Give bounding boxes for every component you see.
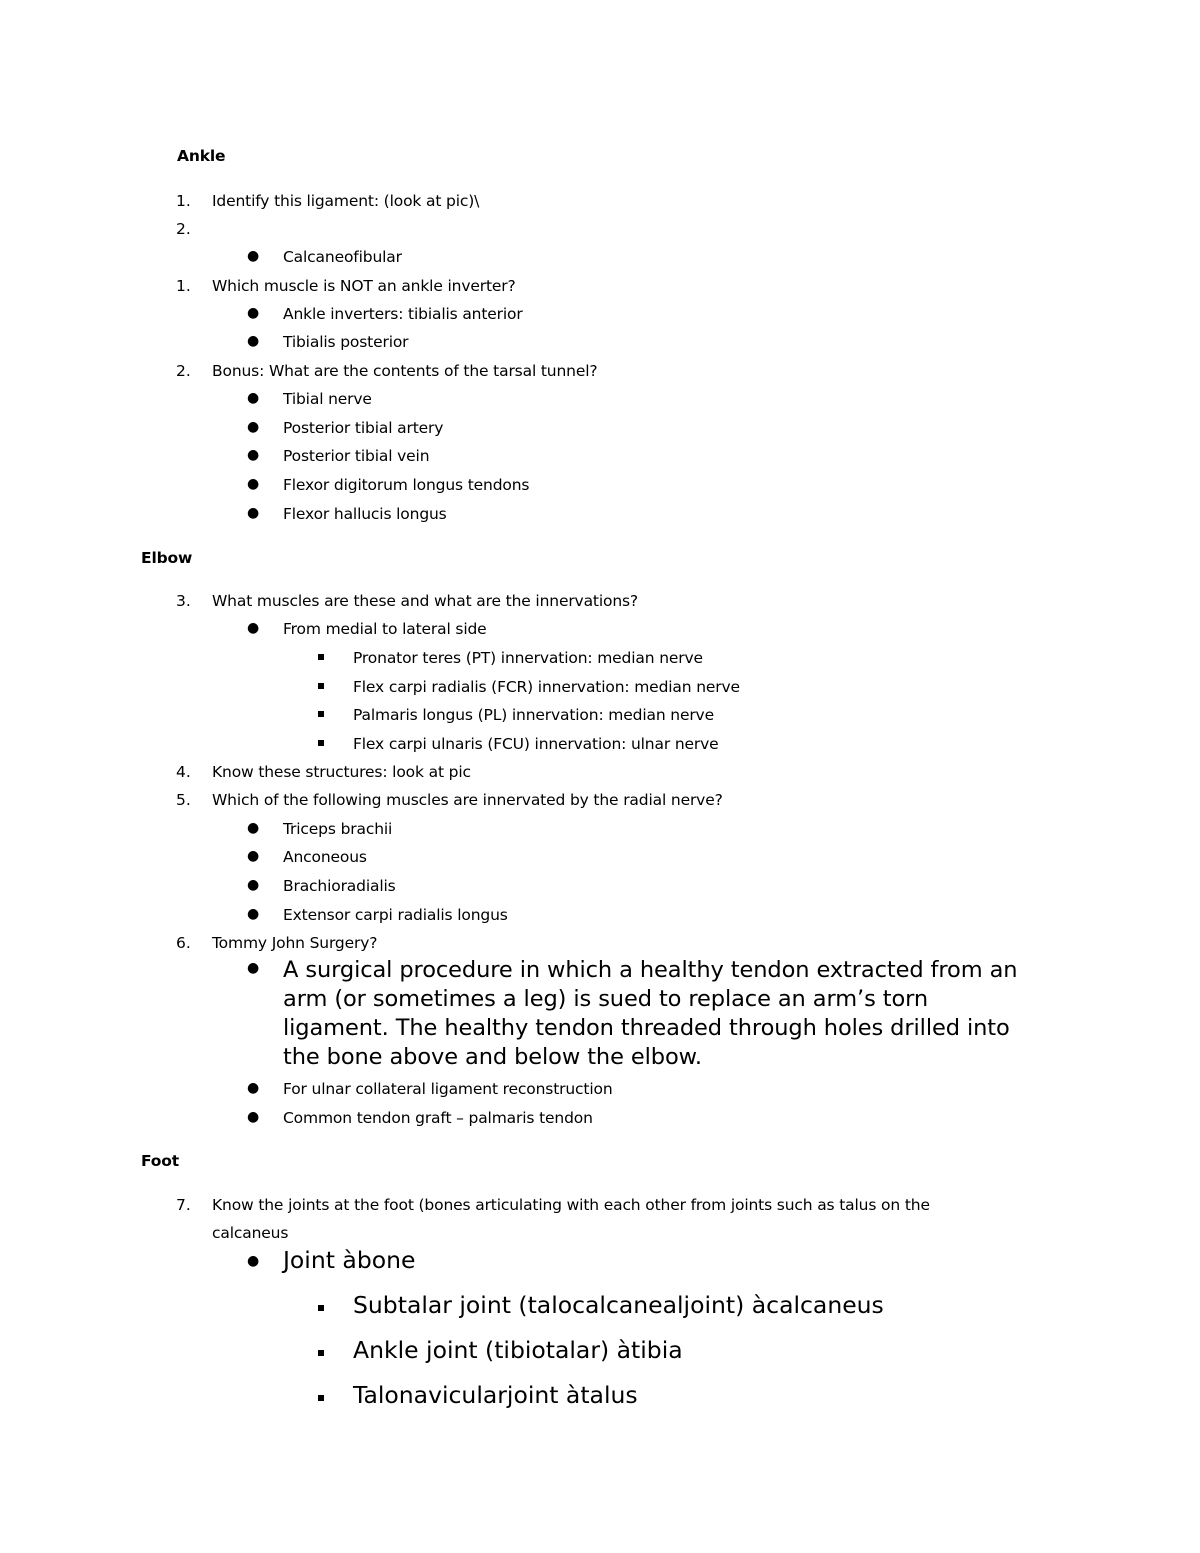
joint-item: Talonavicularjoint àtalus bbox=[353, 1381, 638, 1409]
list-item: Flex carpi ulnaris (FCU) innervation: ulnar nerve bbox=[353, 735, 719, 753]
question-radial-nerve: Which of the following muscles are innervated by the radial nerve? bbox=[212, 791, 723, 809]
bullet-icon: ● bbox=[247, 505, 260, 521]
question-know-structures: Know these structures: look at pic bbox=[212, 763, 471, 781]
section-heading-foot: Foot bbox=[141, 1152, 180, 1170]
list-number: 4. bbox=[176, 763, 191, 781]
question-tarsal-tunnel: Bonus: What are the contents of the tarsal tunnel? bbox=[212, 362, 598, 380]
list-item: Common tendon graft – palmaris tendon bbox=[283, 1109, 593, 1127]
list-item: Palmaris longus (PL) innervation: median nerve bbox=[353, 706, 714, 724]
bullet-icon: ● bbox=[247, 620, 260, 636]
joint-bone-header: Joint àbone bbox=[283, 1246, 416, 1274]
square-bullet-icon bbox=[318, 1395, 324, 1401]
bullet-icon: ● bbox=[247, 1080, 260, 1096]
list-item: Brachioradialis bbox=[283, 877, 396, 895]
list-item: Pronator teres (PT) innervation: median nerve bbox=[353, 649, 703, 667]
list-number: 2. bbox=[176, 220, 191, 238]
answer-calcaneofibular: Calcaneofibular bbox=[283, 248, 402, 266]
list-item: For ulnar collateral ligament reconstruction bbox=[283, 1080, 613, 1098]
joint-item: Subtalar joint (talocalcanealjoint) àcalcaneus bbox=[353, 1291, 884, 1319]
list-item: Flexor digitorum longus tendons bbox=[283, 476, 530, 494]
square-bullet-icon bbox=[318, 683, 324, 689]
question-ankle-inverter: Which muscle is NOT an ankle inverter? bbox=[212, 277, 516, 295]
question-identify-ligament: Identify this ligament: (look at pic)\ bbox=[212, 192, 480, 210]
list-number: 1. bbox=[176, 192, 191, 210]
square-bullet-icon bbox=[318, 1305, 324, 1311]
list-item: Posterior tibial vein bbox=[283, 447, 430, 465]
joint-item: Ankle joint (tibiotalar) àtibia bbox=[353, 1336, 683, 1364]
question-muscles-innervations: What muscles are these and what are the innervations? bbox=[212, 592, 639, 610]
tommy-john-line: arm (or sometimes a leg) is sued to replace an arm’s torn bbox=[283, 986, 929, 1012]
section-heading-elbow: Elbow bbox=[141, 549, 193, 567]
list-item: From medial to lateral side bbox=[283, 620, 487, 638]
bullet-icon: ● bbox=[247, 1253, 260, 1269]
question-foot-joints-cont: calcaneus bbox=[212, 1224, 289, 1242]
bullet-icon: ● bbox=[247, 476, 260, 492]
list-number: 6. bbox=[176, 934, 191, 952]
list-number: 3. bbox=[176, 592, 191, 610]
tommy-john-line: A surgical procedure in which a healthy tendon extracted from an bbox=[283, 957, 1018, 983]
bullet-icon: ● bbox=[247, 305, 260, 321]
list-number: 5. bbox=[176, 791, 191, 809]
list-item: Tibial nerve bbox=[283, 390, 372, 408]
question-foot-joints: Know the joints at the foot (bones articulating with each other from joints such as talus on the bbox=[212, 1196, 930, 1214]
square-bullet-icon bbox=[318, 1350, 324, 1356]
bullet-icon: ● bbox=[247, 820, 260, 836]
bullet-icon: ● bbox=[247, 960, 260, 976]
bullet-icon: ● bbox=[247, 877, 260, 893]
list-item: Flexor hallucis longus bbox=[283, 505, 447, 523]
list-item: Triceps brachii bbox=[283, 820, 393, 838]
list-item: Flex carpi radialis (FCR) innervation: median nerve bbox=[353, 678, 740, 696]
bullet-icon: ● bbox=[247, 1109, 260, 1125]
tommy-john-line: ligament. The healthy tendon threaded through holes drilled into bbox=[283, 1015, 1010, 1041]
question-tommy-john: Tommy John Surgery? bbox=[212, 934, 378, 952]
bullet-icon: ● bbox=[247, 848, 260, 864]
square-bullet-icon bbox=[318, 654, 324, 660]
bullet-icon: ● bbox=[247, 390, 260, 406]
list-item: Tibialis posterior bbox=[283, 333, 409, 351]
bullet-icon: ● bbox=[247, 447, 260, 463]
bullet-icon: ● bbox=[247, 333, 260, 349]
list-number: 1. bbox=[176, 277, 191, 295]
bullet-icon: ● bbox=[247, 248, 260, 264]
section-heading-ankle: Ankle bbox=[177, 147, 226, 165]
bullet-icon: ● bbox=[247, 419, 260, 435]
list-number: 2. bbox=[176, 362, 191, 380]
bullet-icon: ● bbox=[247, 906, 260, 922]
list-number: 7. bbox=[176, 1196, 191, 1214]
list-item: Posterior tibial artery bbox=[283, 419, 444, 437]
list-item: Anconeous bbox=[283, 848, 367, 866]
square-bullet-icon bbox=[318, 740, 324, 746]
square-bullet-icon bbox=[318, 711, 324, 717]
list-item: Ankle inverters: tibialis anterior bbox=[283, 305, 523, 323]
list-item: Extensor carpi radialis longus bbox=[283, 906, 508, 924]
tommy-john-line: the bone above and below the elbow. bbox=[283, 1044, 702, 1070]
